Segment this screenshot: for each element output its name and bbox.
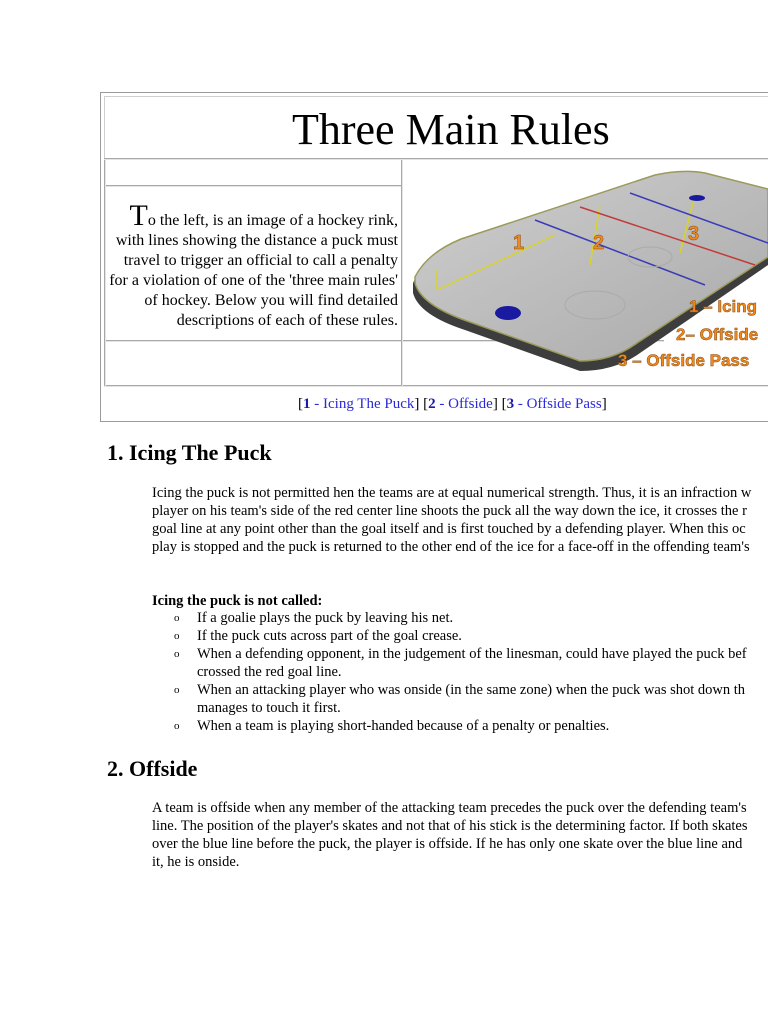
title-cell <box>104 96 768 159</box>
rink-legend-offside: 2– Offside <box>676 325 759 344</box>
nav-link-offside-pass[interactable]: 3 - Offside Pass <box>506 396 602 412</box>
divider <box>104 185 402 187</box>
goal-crease <box>495 306 521 320</box>
intro-text <box>105 199 398 331</box>
bullet-icon: o <box>174 612 180 624</box>
not-called-heading: Icing the puck is not called: <box>152 593 323 609</box>
icing-exceptions-list <box>152 609 768 735</box>
offside-paragraph-line: over the blue line before the puck, the player is offside. If he has only one skate over the blue line and <box>152 836 743 852</box>
list-item: o When a defending opponent, in the judgement of the linesman, could have played the puck bef crossed the red goal line. <box>174 646 747 680</box>
dropcap: T <box>129 199 148 232</box>
section-heading-offside: 2. Offside <box>107 756 198 781</box>
section-heading-icing: 1. Icing The Puck <box>107 440 272 465</box>
nav-link-offside[interactable]: 2 - Offside <box>428 396 493 412</box>
icing-paragraph-line: play is stopped and the puck is returned to the other end of the ice for a face-off in the offending team's <box>152 539 750 555</box>
section-nav: [1 - Icing The Puck] [2 - Offside] [3 - Offside Pass] <box>298 396 607 412</box>
rink-svg <box>405 165 768 385</box>
offside-paragraph-line: it, he is onside. <box>152 854 240 870</box>
cell-divider <box>401 160 403 386</box>
hockey-rink-image <box>405 165 768 385</box>
bullet-icon: o <box>174 630 180 642</box>
bullet-icon: o <box>174 720 180 732</box>
offside-paragraph-line: line. The position of the player's skates and not that of his stick is the determining factor. If both skates <box>152 818 748 834</box>
intro-body: o the left, is an image of a hockey rink, with lines showing the distance a puck must travel to trigger an official to call a penalty for a violation of one of the 'three main rules' of hockey. Below you will find detailed descriptions of each of these rules. <box>109 212 398 329</box>
divider <box>104 385 768 387</box>
rink-marker: 1 <box>513 232 525 254</box>
goal-crease <box>689 195 705 201</box>
bullet-icon: o <box>174 648 180 660</box>
rink-marker: 2 <box>593 232 605 254</box>
divider <box>104 158 768 160</box>
list-item: o When an attacking player who was onside (in the same zone) when the puck was shot down th manages to touch it first. <box>174 682 746 716</box>
offside-paragraph-line: A team is offside when any member of the attacking team precedes the puck over the defending team's <box>152 800 747 816</box>
rink-legend-offside-pass: 3 – Offside Pass <box>618 351 750 370</box>
list-item: o If a goalie plays the puck by leaving his net. <box>174 610 454 626</box>
icing-paragraph-line: goal line at any point other than the goal itself and is first touched by a defending player. When this oc <box>152 521 746 537</box>
icing-paragraph-line: player on his team's side of the red center line shoots the puck all the way down the ice, it crosses the r <box>152 503 747 519</box>
rink-legend-icing: 1 – Icing <box>689 297 758 316</box>
page-title: Three Main Rules <box>292 105 610 154</box>
bullet-icon: o <box>174 684 180 696</box>
list-item: o When a team is playing short-handed because of a penalty or penalties. <box>174 718 610 734</box>
rink-marker: 3 <box>688 223 700 245</box>
list-item: o If the puck cuts across part of the goal crease. <box>174 628 462 644</box>
nav-link-icing[interactable]: 1 - Icing The Puck <box>303 396 415 412</box>
icing-paragraph-line: Icing the puck is not permitted hen the teams are at equal numerical strength. Thus, it is an infraction w <box>152 485 752 501</box>
